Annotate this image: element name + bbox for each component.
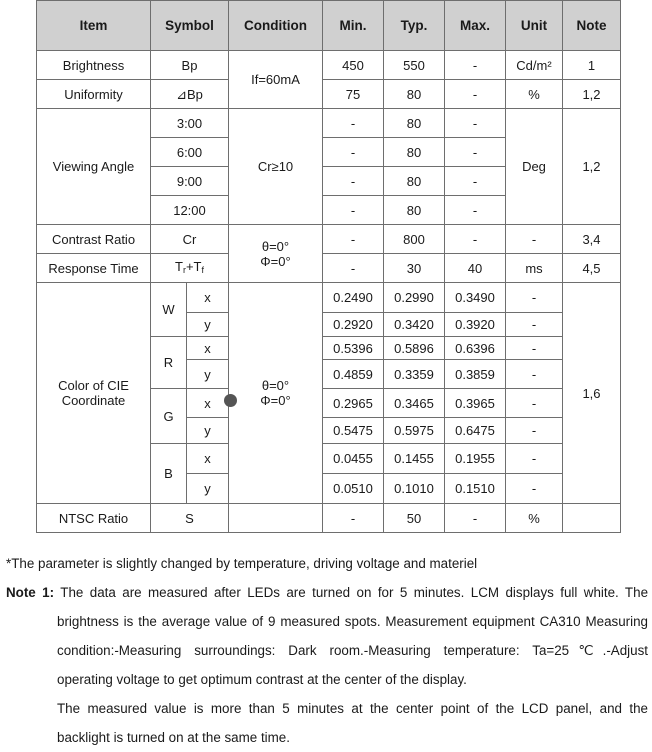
cie-axis-y: y (187, 474, 229, 504)
cie-min: 0.5475 (323, 418, 384, 444)
min-viewing-3: - (323, 109, 384, 138)
cie-min: 0.4859 (323, 360, 384, 389)
symbol-viewing-12: 12:00 (151, 196, 229, 225)
cie-max: 0.6396 (445, 337, 506, 360)
cie-typ: 0.1455 (384, 444, 445, 474)
symbol-response-f: f (201, 264, 204, 275)
table-row (37, 504, 621, 533)
cie-max: 0.1510 (445, 474, 506, 504)
min-uniformity: 75 (323, 80, 384, 109)
marker-dot-icon (224, 394, 237, 407)
min-contrast: - (323, 225, 384, 254)
optical-spec-table (36, 0, 621, 533)
symbol-viewing-9: 9:00 (151, 167, 229, 196)
notes-section (6, 549, 648, 752)
header-symbol: Symbol (151, 1, 229, 51)
cie-typ: 0.5975 (384, 418, 445, 444)
cie-axis-x: x (187, 389, 229, 418)
unit-uniformity: % (506, 80, 563, 109)
cie-color-r: R (151, 337, 187, 389)
note-uniformity: 1,2 (563, 80, 621, 109)
symbol-ntsc: S (151, 504, 229, 533)
cie-unit: - (506, 283, 563, 313)
item-cie (37, 283, 151, 504)
cie-axis-x: x (187, 283, 229, 313)
condition-theta-2: θ=0° (261, 378, 290, 393)
symbol-viewing-3: 3:00 (151, 109, 229, 138)
cie-unit: - (506, 313, 563, 337)
table-row (37, 283, 621, 313)
symbol-response-t: T (174, 258, 183, 274)
min-brightness: 450 (323, 51, 384, 80)
item-cie-line2: Coordinate (61, 393, 126, 408)
cie-unit: - (506, 444, 563, 474)
condition-cr: Cr≥10 (229, 109, 323, 225)
typ-contrast: 800 (384, 225, 445, 254)
condition-phi-1: Φ=0° (260, 253, 291, 269)
note1-text: The data are measured after LEDs are turned on for 5 minutes. LCM displays full white. The (60, 585, 649, 600)
item-response: Response Time (37, 254, 151, 283)
max-brightness: - (445, 51, 506, 80)
cie-axis-y: y (187, 360, 229, 389)
max-viewing-6: - (445, 138, 506, 167)
cie-typ: 0.2990 (384, 283, 445, 313)
condition-phi-2: Φ=0° (260, 393, 291, 408)
cie-max: 0.3965 (445, 389, 506, 418)
unit-viewing: Deg (506, 109, 563, 225)
header-note: Note (563, 1, 621, 51)
note1-line (6, 578, 648, 607)
typ-viewing-12: 80 (384, 196, 445, 225)
cie-axis-y: y (187, 313, 229, 337)
table-row (37, 225, 621, 254)
max-viewing-12: - (445, 196, 506, 225)
symbol-uniformity: ⊿Bp (151, 80, 229, 109)
unit-contrast: - (506, 225, 563, 254)
cie-min: 0.0455 (323, 444, 384, 474)
note1-line: brightness is the average value of 9 measured spots. Measurement equipment CA310 Measuring (57, 614, 648, 629)
cie-max: 0.1955 (445, 444, 506, 474)
note1-line: condition:-Measuring surroundings: Dark room.-Measuring temperature: Ta=25℃.-Adjust (57, 643, 648, 658)
cie-typ: 0.3420 (384, 313, 445, 337)
header-min: Min. (323, 1, 384, 51)
asterisk-note: *The parameter is slightly changed by temperature, driving voltage and materiel (6, 556, 478, 571)
cie-typ: 0.3465 (384, 389, 445, 418)
typ-brightness: 550 (384, 51, 445, 80)
header-unit: Unit (506, 1, 563, 51)
condition-theta-1: θ=0° (261, 238, 290, 254)
table-row (37, 109, 621, 138)
header-condition: Condition (229, 1, 323, 51)
cie-color-b: B (151, 444, 187, 504)
note1-line: operating voltage to get optimum contrast at the center of the display. (57, 672, 467, 687)
condition-angle-1 (229, 225, 323, 283)
cie-unit: - (506, 474, 563, 504)
max-response: 40 (445, 254, 506, 283)
cie-axis-x: x (187, 337, 229, 360)
cie-color-w: W (151, 283, 187, 337)
item-cie-line1: Color of CIE (58, 378, 129, 393)
note-response: 4,5 (563, 254, 621, 283)
note-viewing: 1,2 (563, 109, 621, 225)
note-brightness: 1 (563, 51, 621, 80)
cie-max: 0.3490 (445, 283, 506, 313)
cie-min: 0.0510 (323, 474, 384, 504)
cie-min: 0.5396 (323, 337, 384, 360)
table-row (37, 80, 621, 109)
typ-viewing-6: 80 (384, 138, 445, 167)
typ-viewing-3: 80 (384, 109, 445, 138)
header-item: Item (37, 1, 151, 51)
note-ntsc (563, 504, 621, 533)
typ-viewing-9: 80 (384, 167, 445, 196)
max-viewing-3: - (445, 109, 506, 138)
min-viewing-9: - (323, 167, 384, 196)
cie-axis-x: x (187, 444, 229, 474)
header-max: Max. (445, 1, 506, 51)
unit-ntsc: % (506, 504, 563, 533)
note1-line: backlight is turned on at the same time. (57, 730, 290, 745)
item-contrast: Contrast Ratio (37, 225, 151, 254)
max-ntsc: - (445, 504, 506, 533)
symbol-viewing-6: 6:00 (151, 138, 229, 167)
condition-if: If=60mA (229, 51, 323, 109)
cie-color-g: G (151, 389, 187, 444)
header-typ: Typ. (384, 1, 445, 51)
note-contrast: 3,4 (563, 225, 621, 254)
symbol-response (151, 254, 229, 283)
typ-uniformity: 80 (384, 80, 445, 109)
table-row (37, 51, 621, 80)
cie-max: 0.6475 (445, 418, 506, 444)
cie-typ: 0.5896 (384, 337, 445, 360)
cie-min: 0.2965 (323, 389, 384, 418)
cie-typ: 0.3359 (384, 360, 445, 389)
cie-unit: - (506, 360, 563, 389)
max-uniformity: - (445, 80, 506, 109)
min-viewing-12: - (323, 196, 384, 225)
cie-min: 0.2920 (323, 313, 384, 337)
note-cie: 1,6 (563, 283, 621, 504)
min-viewing-6: - (323, 138, 384, 167)
cie-max: 0.3920 (445, 313, 506, 337)
typ-ntsc: 50 (384, 504, 445, 533)
cie-min: 0.2490 (323, 283, 384, 313)
cie-unit: - (506, 418, 563, 444)
min-response: - (323, 254, 384, 283)
max-contrast: - (445, 225, 506, 254)
unit-response: ms (506, 254, 563, 283)
item-ntsc: NTSC Ratio (37, 504, 151, 533)
cie-typ: 0.1010 (384, 474, 445, 504)
condition-angle-2 (229, 283, 323, 504)
header-row (37, 1, 621, 51)
unit-brightness: Cd/m² (506, 51, 563, 80)
symbol-contrast: Cr (151, 225, 229, 254)
item-uniformity: Uniformity (37, 80, 151, 109)
max-viewing-9: - (445, 167, 506, 196)
table-row (37, 254, 621, 283)
cie-unit: - (506, 389, 563, 418)
symbol-brightness: Bp (151, 51, 229, 80)
cie-max: 0.3859 (445, 360, 506, 389)
symbol-response-r: r (182, 264, 186, 275)
symbol-response-plus: +T (185, 258, 202, 274)
note1-label: Note 1: (6, 585, 55, 600)
condition-ntsc (229, 504, 323, 533)
cie-unit: - (506, 337, 563, 360)
note1-line: The measured value is more than 5 minutes at the center point of the LCD panel, and the (57, 701, 648, 716)
cie-axis-y: y (187, 418, 229, 444)
item-viewing-angle: Viewing Angle (37, 109, 151, 225)
typ-response: 30 (384, 254, 445, 283)
min-ntsc: - (323, 504, 384, 533)
item-brightness: Brightness (37, 51, 151, 80)
